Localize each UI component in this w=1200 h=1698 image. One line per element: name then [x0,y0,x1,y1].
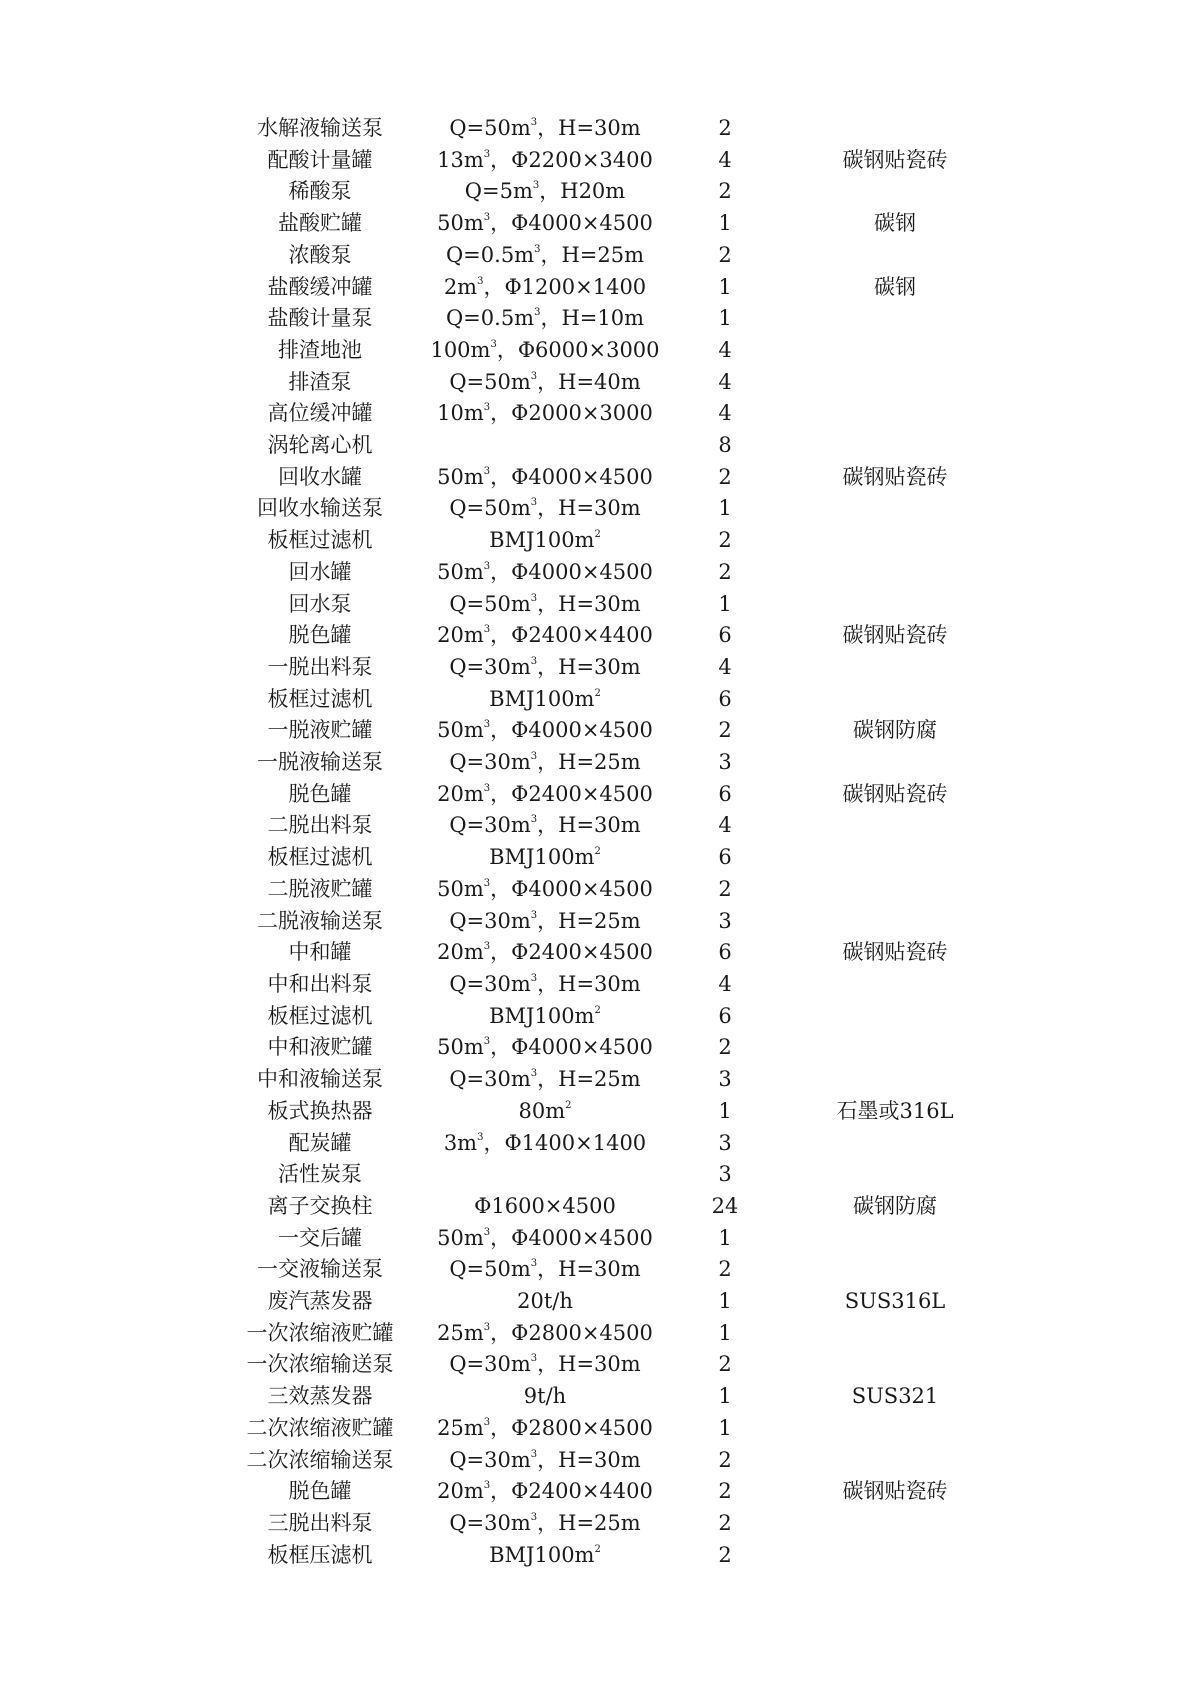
equipment-name-cell: 排渣泵 [288,369,352,394]
table-row [220,1096,1010,1128]
material-cell [780,430,1010,462]
table-row [220,1223,1010,1255]
table-row [220,620,1010,652]
equipment-name-cell: 一交液输送泵 [257,1257,383,1282]
quantity-cell: 4 [718,971,732,996]
quantity-cell: 2 [718,1510,732,1535]
unit-exponent: 3 [530,370,538,382]
table-row [220,937,1010,969]
material-cell: 石墨或316L [836,1098,954,1123]
material-cell: SUS316L [844,1289,946,1314]
unit-exponent: 3 [483,1416,491,1428]
quantity-cell: 6 [718,845,732,870]
table-row [220,493,1010,525]
table-row [220,145,1010,177]
equipment-name-cell: 回收水罐 [278,464,362,489]
material-cell [780,176,1010,208]
unit-exponent: 3 [483,719,491,731]
specification-cell: 9t/h [523,1384,567,1409]
unit-exponent: 3 [534,307,541,319]
unit-exponent: 3 [483,1480,491,1492]
table-row [220,1318,1010,1350]
table-row [220,1413,1010,1445]
equipment-name-cell: 二脱液输送泵 [257,908,383,933]
quantity-cell: 2 [718,464,732,489]
material-cell [780,810,1010,842]
quantity-cell: 2 [718,1257,732,1282]
quantity-cell: 3 [718,908,732,933]
quantity-cell: 1 [718,1225,732,1250]
equipment-name-cell: 回水罐 [288,559,352,584]
specification-cell [420,430,670,462]
equipment-name-cell: 二脱液贮罐 [267,876,373,901]
equipment-name-cell: 板式换热器 [267,1098,373,1123]
quantity-cell: 4 [718,401,732,426]
quantity-cell: 6 [718,623,732,648]
unit-exponent: 3 [483,877,491,889]
specification-cell: $Q=50m^3$，H=30m [449,1257,641,1282]
specification-cell: $50m^3$，Φ4000×4500 [437,559,653,584]
quantity-cell: 1 [718,591,732,616]
equipment-name-cell: 一脱液输送泵 [257,750,383,775]
specification-cell: $25m^3$，Φ2800×4500 [437,1320,653,1345]
quantity-cell: 6 [718,940,732,965]
specification-cell: $80m^2$ [518,1098,572,1123]
unit-exponent: 2 [594,1543,601,1555]
table-row [220,1159,1010,1191]
table-row [220,842,1010,874]
quantity-cell: 2 [718,528,732,553]
equipment-name-cell: 板框压滤机 [267,1542,373,1567]
specification-cell: $50m^3$，Φ4000×4500 [437,464,653,489]
equipment-name-cell: 配炭罐 [288,1130,352,1155]
material-cell [780,525,1010,557]
equipment-name-cell: 脱色罐 [288,623,352,648]
quantity-cell: 2 [718,179,732,204]
equipment-name-cell: 盐酸计量泵 [267,306,373,331]
quantity-cell: 1 [718,1098,732,1123]
equipment-name-cell: 二脱出料泵 [267,813,373,838]
specification-cell: $BMJ100m^2$ [489,845,601,870]
quantity-cell: 3 [718,1162,732,1187]
specification-cell: $Q=50m^3$，H=30m [449,591,641,616]
material-cell [780,1064,1010,1096]
quantity-cell: 2 [718,1542,732,1567]
table-row [220,715,1010,747]
table-row [220,208,1010,240]
equipment-name-cell: 稀酸泵 [288,179,352,204]
equipment-name-cell: 脱色罐 [288,781,352,806]
specification-cell: $BMJ100m^2$ [489,528,601,553]
unit-exponent: 3 [483,624,491,636]
unit-exponent: 2 [594,687,601,699]
specification-cell: $BMJ100m^2$ [489,1542,601,1567]
material-cell: SUS321 [851,1384,939,1409]
equipment-name-cell: 一脱出料泵 [267,654,373,679]
equipment-name-cell: 中和罐 [288,940,352,965]
equipment-name-cell: 浓酸泵 [288,242,352,267]
table-row [220,113,1010,145]
table-row [220,1508,1010,1540]
quantity-cell: 1 [718,1320,732,1345]
table-row [220,462,1010,494]
specification-cell: $Q=50m^3$，H=30m [449,496,641,521]
specification-cell: $Q=30m^3$，H=30m [449,1352,641,1377]
quantity-cell: 3 [718,1067,732,1092]
table-row [220,176,1010,208]
material-cell [780,1001,1010,1033]
quantity-cell: 6 [718,1003,732,1028]
unit-exponent: 3 [483,560,491,572]
table-row [220,969,1010,1001]
equipment-name-cell: 板框过滤机 [267,845,373,870]
quantity-cell: 1 [718,274,732,299]
table-row [220,652,1010,684]
equipment-name-cell: 盐酸贮罐 [278,211,362,236]
equipment-name-cell: 二次浓缩液贮罐 [246,1415,394,1440]
quantity-cell: 2 [718,559,732,584]
material-cell [780,1445,1010,1477]
specification-cell: $20m^3$，Φ2400×4500 [437,940,653,965]
unit-exponent: 3 [534,243,541,255]
specification-cell: $Q=30m^3$，H=30m [449,971,641,996]
unit-exponent: 3 [530,117,538,128]
table-row [220,367,1010,399]
table-row [220,1476,1010,1508]
specification-cell: $3m^3$，Φ1400×1400 [443,1130,647,1155]
equipment-name-cell: 三效蒸发器 [267,1384,373,1409]
material-cell [780,113,1010,145]
specification-cell: $BMJ100m^2$ [489,686,601,711]
unit-exponent: 3 [483,1036,491,1048]
specification-cell: $Q=30m^3$，H=25m [449,1067,641,1092]
equipment-name-cell: 脱色罐 [288,1479,352,1504]
unit-exponent: 3 [483,212,491,224]
unit-exponent: 2 [594,846,601,858]
specification-cell [420,1159,670,1191]
unit-exponent: 3 [483,402,491,414]
quantity-cell: 2 [718,1479,732,1504]
unit-exponent: 3 [477,1131,484,1143]
table-row [220,1191,1010,1223]
material-cell [780,1223,1010,1255]
equipment-name-cell: 废汽蒸发器 [267,1289,373,1314]
material-cell [780,684,1010,716]
equipment-name-cell: 回收水输送泵 [257,496,383,521]
table-row [220,747,1010,779]
quantity-cell: 2 [718,876,732,901]
material-cell [780,652,1010,684]
specification-cell: $20m^3$，Φ2400×4400 [437,1479,653,1504]
equipment-name-cell: 配酸计量罐 [267,147,373,172]
table-row [220,1032,1010,1064]
quantity-cell: 2 [718,718,732,743]
quantity-cell: 8 [718,433,732,458]
unit-exponent: 3 [530,655,538,667]
quantity-cell: 24 [711,1193,739,1218]
unit-exponent: 3 [490,338,497,350]
material-cell [780,493,1010,525]
quantity-cell: 2 [718,242,732,267]
table-row [220,589,1010,621]
specification-cell: $Q=50m^3$，H=30m [449,116,641,140]
material-cell [780,969,1010,1001]
material-cell [780,303,1010,335]
specification-cell: $50m^3$，Φ4000×4500 [437,876,653,901]
material-cell [780,367,1010,399]
material-cell [780,240,1010,272]
quantity-cell: 1 [718,1289,732,1314]
specification-cell: $Q=30m^3$，H=30m [449,1447,641,1472]
specification-cell: $13m^3$，Φ2200×3400 [437,147,653,172]
material-cell [780,557,1010,589]
equipment-name-cell: 板框过滤机 [267,528,373,553]
equipment-name-cell: 排渣地池 [278,337,362,362]
unit-exponent: 2 [594,529,601,541]
material-cell: 碳钢贴瓷砖 [842,781,948,806]
specification-cell: $100m^3$，Φ6000×3000 [430,337,660,362]
table-row [220,906,1010,938]
quantity-cell: 4 [718,147,732,172]
quantity-cell: 1 [718,1415,732,1440]
equipment-name-cell: 离子交换柱 [267,1193,373,1218]
quantity-cell: 4 [718,337,732,362]
unit-exponent: 3 [530,1511,538,1523]
material-cell [780,1318,1010,1350]
equipment-name-cell: 中和出料泵 [267,971,373,996]
quantity-cell: 3 [718,750,732,775]
material-cell [780,1032,1010,1064]
unit-exponent: 3 [483,782,491,794]
unit-exponent: 3 [483,1321,491,1333]
quantity-cell: 1 [718,306,732,331]
quantity-cell: 6 [718,781,732,806]
unit-exponent: 3 [530,972,538,984]
equipment-name-cell: 涡轮离心机 [267,433,373,458]
quantity-cell: 6 [718,686,732,711]
material-cell [780,842,1010,874]
material-cell [780,1254,1010,1286]
unit-exponent: 3 [530,497,538,509]
table-row [220,430,1010,462]
table-row [220,1286,1010,1318]
material-cell [780,1128,1010,1160]
specification-cell: $Q=0.5m^3$，H=25m [445,242,645,267]
quantity-cell: 4 [718,654,732,679]
specification-cell: $20m^3$，Φ2400×4400 [437,623,653,648]
table-row [220,1001,1010,1033]
material-cell [780,1508,1010,1540]
specification-cell: $Q=30m^3$，H=30m [449,654,641,679]
material-cell: 碳钢贴瓷砖 [842,623,948,648]
table-row [220,1349,1010,1381]
table-row [220,810,1010,842]
table-row [220,557,1010,589]
material-cell [780,335,1010,367]
table-row [220,1128,1010,1160]
table-row [220,398,1010,430]
equipment-name-cell: 一次浓缩输送泵 [246,1352,394,1377]
equipment-name-cell: 二次浓缩输送泵 [246,1447,394,1472]
equipment-name-cell: 高位缓冲罐 [267,401,373,426]
equipment-name-cell: 回水泵 [288,591,352,616]
unit-exponent: 3 [530,1068,538,1080]
equipment-name-cell: 一次浓缩液贮罐 [246,1320,394,1345]
table-row [220,1445,1010,1477]
specification-cell: $25m^3$，Φ2800×4500 [437,1415,653,1440]
specification-cell: $50m^3$，Φ4000×4500 [437,718,653,743]
material-cell: 碳钢 [874,274,916,299]
table-row [220,1381,1010,1413]
specification-cell: $20m^3$，Φ2400×4500 [437,781,653,806]
equipment-name-cell: 三脱出料泵 [267,1510,373,1535]
table-row [220,874,1010,906]
unit-exponent: 3 [530,751,538,763]
unit-exponent: 3 [530,1353,538,1365]
material-cell [780,747,1010,779]
material-cell: 碳钢 [874,211,916,236]
unit-exponent: 2 [594,1004,601,1016]
table-row [220,779,1010,811]
specification-cell: $Q=30m^3$，H=25m [449,908,641,933]
unit-exponent: 3 [483,1226,491,1238]
quantity-cell: 2 [718,1352,732,1377]
specification-cell: $Q=30m^3$，H=25m [449,750,641,775]
material-cell [780,1349,1010,1381]
equipment-list-table [220,113,1010,1571]
specification-cell: 20t/h [517,1289,573,1314]
material-cell: 碳钢贴瓷砖 [842,464,948,489]
unit-exponent: 3 [483,148,491,160]
specification-cell: $Q=50m^3$，H=40m [449,369,641,394]
unit-exponent: 3 [532,180,540,192]
equipment-name-cell: 一脱液贮罐 [267,718,373,743]
unit-exponent: 3 [530,1258,538,1270]
quantity-cell: 1 [718,1384,732,1409]
unit-exponent: 3 [530,1448,538,1460]
specification-cell: $2m^3$，Φ1200×1400 [443,274,647,299]
equipment-name-cell: 板框过滤机 [267,686,373,711]
table-row [220,1254,1010,1286]
specification-cell: $BMJ100m^2$ [489,1003,601,1028]
unit-exponent: 2 [565,1099,572,1111]
equipment-name-cell: 活性炭泵 [278,1162,362,1187]
quantity-cell: 4 [718,813,732,838]
unit-exponent: 3 [477,275,484,287]
quantity-cell: 1 [718,496,732,521]
specification-cell: $Q=30m^3$，H=25m [449,1510,641,1535]
unit-exponent: 3 [530,909,538,921]
unit-exponent: 3 [530,814,538,826]
material-cell: 碳钢防腐 [853,718,937,743]
material-cell [780,1540,1010,1572]
quantity-cell: 2 [718,1035,732,1060]
specification-cell: $50m^3$，Φ4000×4500 [437,1035,653,1060]
material-cell [780,1413,1010,1445]
table-row [220,272,1010,304]
material-cell [780,906,1010,938]
table-row [220,684,1010,716]
table-row [220,240,1010,272]
equipment-list-body [220,113,1010,1571]
quantity-cell: 4 [718,369,732,394]
material-cell [780,398,1010,430]
equipment-name-cell: 盐酸缓冲罐 [267,274,373,299]
material-cell: 碳钢防腐 [853,1193,937,1218]
specification-cell: $50m^3$，Φ4000×4500 [437,211,653,236]
table-row [220,525,1010,557]
material-cell [780,1159,1010,1191]
quantity-cell: 3 [718,1130,732,1155]
specification-cell: Φ1600×4500 [474,1193,616,1218]
quantity-cell: 2 [718,1447,732,1472]
equipment-name-cell: 中和液输送泵 [257,1067,383,1092]
specification-cell: $50m^3$，Φ4000×4500 [437,1225,653,1250]
specification-cell: $Q=0.5m^3$，H=10m [445,306,645,331]
table-row [220,1064,1010,1096]
table-row [220,335,1010,367]
equipment-name-cell: 中和液贮罐 [267,1035,373,1060]
equipment-name-cell: 板框过滤机 [267,1003,373,1028]
unit-exponent: 3 [483,465,491,477]
material-cell [780,874,1010,906]
material-cell [780,589,1010,621]
specification-cell: $Q=30m^3$，H=30m [449,813,641,838]
equipment-name-cell: 一交后罐 [278,1225,362,1250]
unit-exponent: 3 [483,941,491,953]
quantity-cell: 1 [718,211,732,236]
material-cell: 碳钢贴瓷砖 [842,147,948,172]
specification-cell: $Q=5m^3$，H20m [464,179,626,204]
table-row [220,1540,1010,1572]
quantity-cell: 2 [718,116,732,140]
material-cell: 碳钢贴瓷砖 [842,1479,948,1504]
material-cell: 碳钢贴瓷砖 [842,940,948,965]
table-row [220,303,1010,335]
specification-cell: $10m^3$，Φ2000×3000 [437,401,653,426]
unit-exponent: 3 [530,592,538,604]
equipment-name-cell: 水解液输送泵 [257,116,383,140]
